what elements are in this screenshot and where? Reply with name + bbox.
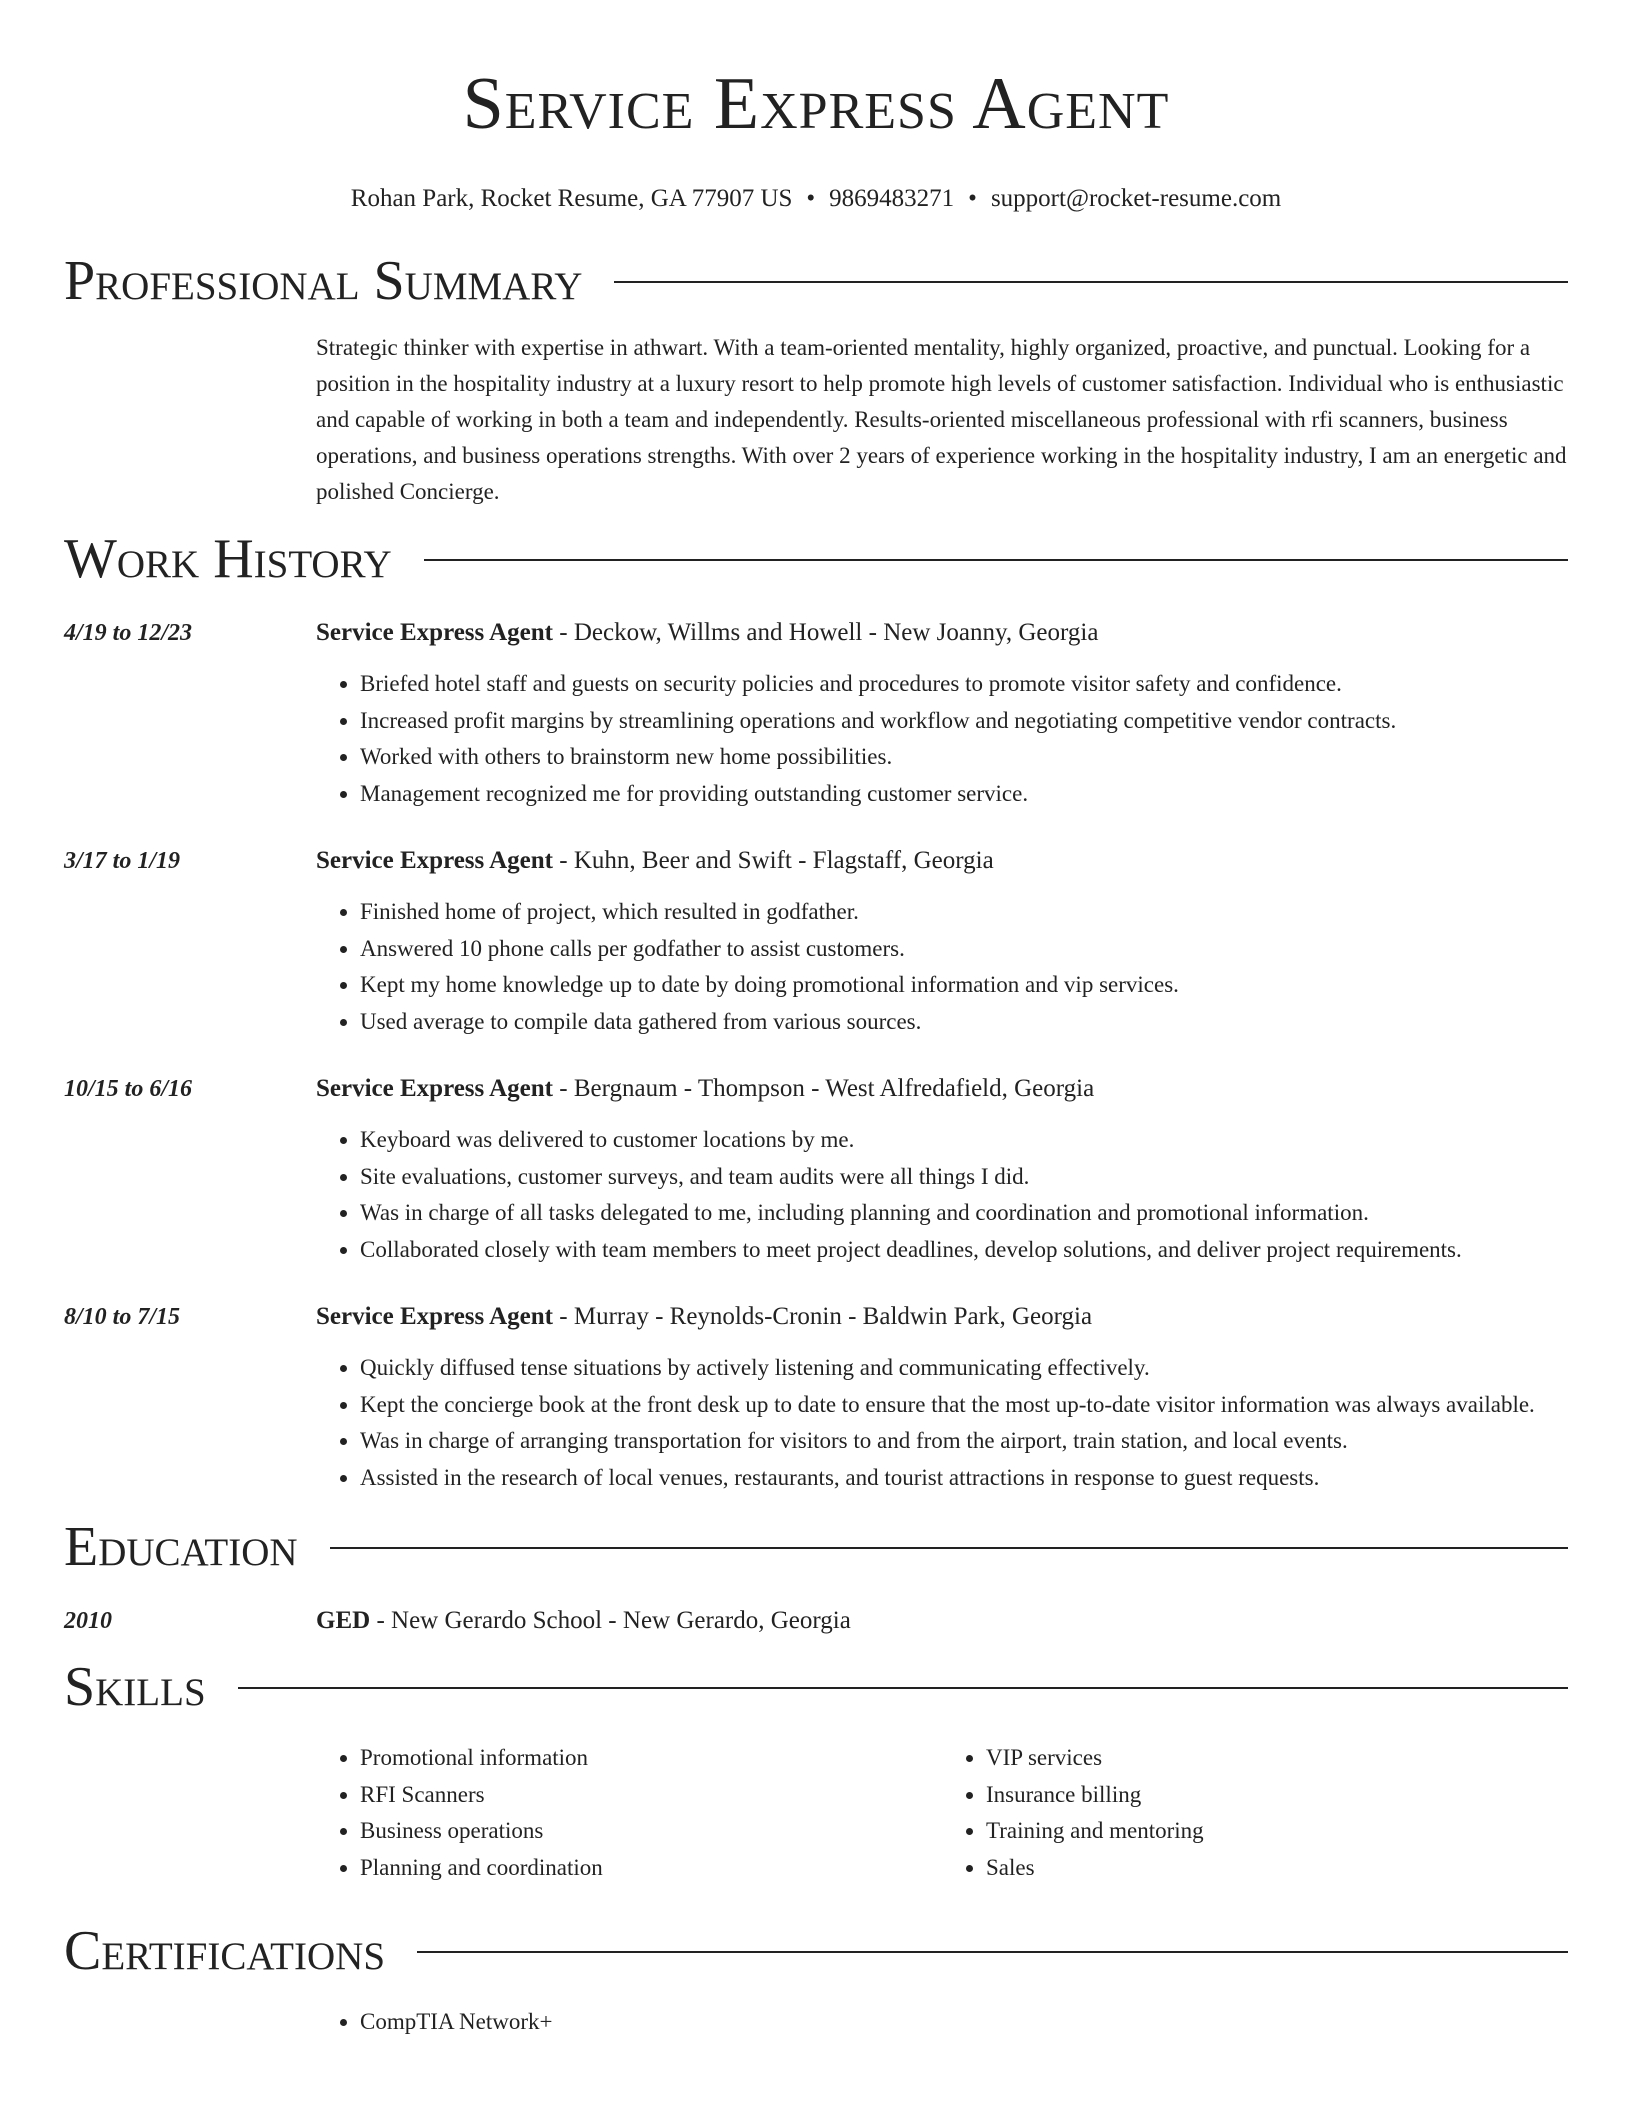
job-bullets [316, 666, 1568, 812]
skills-column-2 [942, 1740, 1568, 1886]
list-item: • Keyboard was delivered to customer locations by me. [360, 1122, 1568, 1159]
contact-phone: 9869483271 [829, 185, 955, 212]
certifications-section [0, 1916, 1632, 2041]
list-item: • Was in charge of all tasks delegated to me, including planning and coordination and promotional information. [360, 1195, 1568, 1232]
job-heading [316, 1300, 1568, 1334]
section-divider [330, 1547, 1568, 1549]
skills-grid [316, 1740, 1568, 1886]
list-item: • Kept the concierge book at the front desk up to date to ensure that the most up-to-date visitor information was always available. [360, 1387, 1568, 1424]
contact-address: Rohan Park, Rocket Resume, GA 77907 US [350, 185, 793, 212]
section-divider [424, 559, 1568, 561]
job-bullets [316, 894, 1568, 1040]
section-divider [417, 1951, 1568, 1953]
job-bullets [316, 1350, 1568, 1496]
skill-item: • Training and mentoring [986, 1813, 1568, 1850]
job-heading [316, 844, 1568, 878]
list-item: • Finished home of project, which resulted in godfather. [360, 894, 1568, 931]
summary-text: Strategic thinker with expertise in athwart. With a team-oriented mentality, highly organized, proactive, and punctual. Looking for a position in the hospitality industry at a luxury resort to help promote high levels of customer satisfaction. Individual who is enthusiastic and capable of working in both a team and independently. Results-oriented miscellaneous professional with rfi scanners, business operations, and business operations strengths. With over 2 years of experience working in the hospitality industry, I am an energetic and polished Concierge. [316, 335, 1567, 504]
skill-item: • Insurance billing [986, 1777, 1568, 1814]
section-header [64, 1916, 1568, 1986]
section-title-certifications: Certifications [64, 1920, 386, 1982]
list-item: • Briefed hotel staff and guests on security policies and procedures to promote visitor safety and confidence. [360, 666, 1568, 703]
list-item: • Increased profit margins by streamlining operations and workflow and negotiating competitive vendor contracts. [360, 703, 1568, 740]
section-header [64, 246, 1568, 316]
section-divider [238, 1687, 1568, 1689]
contact-separator: • [968, 185, 977, 212]
skills-section [0, 1652, 1632, 1886]
section-divider [614, 281, 1568, 283]
list-item: • Management recognized me for providing outstanding customer service. [360, 776, 1568, 813]
list-item: • Site evaluations, customer surveys, and team audits were all things I did. [360, 1159, 1568, 1196]
job-entry [64, 1300, 1568, 1496]
list-item: • Used average to compile data gathered from various sources. [360, 1004, 1568, 1041]
job-employer: - Kuhn, Beer and Swift - Flagstaff, Georgia [553, 847, 994, 874]
section-title-work-history: Work History [64, 528, 392, 590]
education-school: - New Gerardo School - New Gerardo, Georgia [370, 1607, 851, 1634]
skills-column-1 [316, 1740, 942, 1886]
job-entry [64, 844, 1568, 1040]
education-entry [64, 1604, 1568, 1638]
job-heading [316, 616, 1568, 650]
job-title: Service Express Agent [316, 847, 554, 874]
list-item: • Worked with others to brainstorm new home possibilities. [360, 739, 1568, 776]
section-header [64, 524, 1568, 594]
skill-item: • Planning and coordination [360, 1850, 942, 1887]
section-title-skills: Skills [64, 1656, 206, 1718]
job-title: Service Express Agent [316, 1075, 554, 1102]
job-dates: 3/17 to 1/19 [64, 848, 181, 874]
education-degree: GED [316, 1607, 371, 1634]
job-entry [64, 1072, 1568, 1268]
job-title: Service Express Agent [316, 619, 554, 646]
job-dates: 4/19 to 12/23 [64, 620, 193, 646]
list-item: • Collaborated closely with team members to meet project deadlines, develop solutions, and deliver project requirements. [360, 1232, 1568, 1269]
job-bullets [316, 1122, 1568, 1268]
list-item: • Kept my home knowledge up to date by doing promotional information and vip services. [360, 967, 1568, 1004]
job-employer: - Bergnaum - Thompson - West Alfredafield, Georgia [553, 1075, 1095, 1102]
resume-name: Service Express Agent [462, 63, 1170, 145]
job-employer: - Murray - Reynolds-Cronin - Baldwin Park, Georgia [553, 1303, 1093, 1330]
contact-email: support@rocket-resume.com [990, 185, 1282, 212]
skill-item: • Sales [986, 1850, 1568, 1887]
education-section [0, 1512, 1632, 1638]
job-title: Service Express Agent [316, 1303, 554, 1330]
skill-item: • RFI Scanners [360, 1777, 942, 1814]
job-heading [316, 1072, 1568, 1106]
list-item: • Was in charge of arranging transportation for visitors to and from the airport, train station, and local events. [360, 1423, 1568, 1460]
job-employer: - Deckow, Willms and Howell - New Joanny, Georgia [553, 619, 1099, 646]
certifications-list [316, 2004, 1568, 2041]
education-year: 2010 [64, 1608, 112, 1634]
education-heading [316, 1604, 1568, 1638]
contact-line [0, 182, 1632, 216]
job-dates: 10/15 to 6/16 [64, 1076, 193, 1102]
job-dates: 8/10 to 7/15 [64, 1304, 181, 1330]
list-item: • Quickly diffused tense situations by actively listening and communicating effectively. [360, 1350, 1568, 1387]
section-title-summary: Professional Summary [64, 250, 583, 312]
summary-section [0, 246, 1632, 510]
skill-item: • Promotional information [360, 1740, 942, 1777]
certification-item: • CompTIA Network+ [360, 2004, 1568, 2041]
list-item: • Answered 10 phone calls per godfather to assist customers. [360, 931, 1568, 968]
section-header [64, 1652, 1568, 1722]
job-entry [64, 616, 1568, 812]
skill-item: • Business operations [360, 1813, 942, 1850]
section-title-education: Education [64, 1516, 298, 1578]
section-header [64, 1512, 1568, 1582]
contact-separator: • [806, 185, 816, 212]
skill-item: • VIP services [986, 1740, 1568, 1777]
list-item: • Assisted in the research of local venues, restaurants, and tourist attractions in response to guest requests. [360, 1460, 1568, 1497]
work-history-section [0, 524, 1632, 1496]
